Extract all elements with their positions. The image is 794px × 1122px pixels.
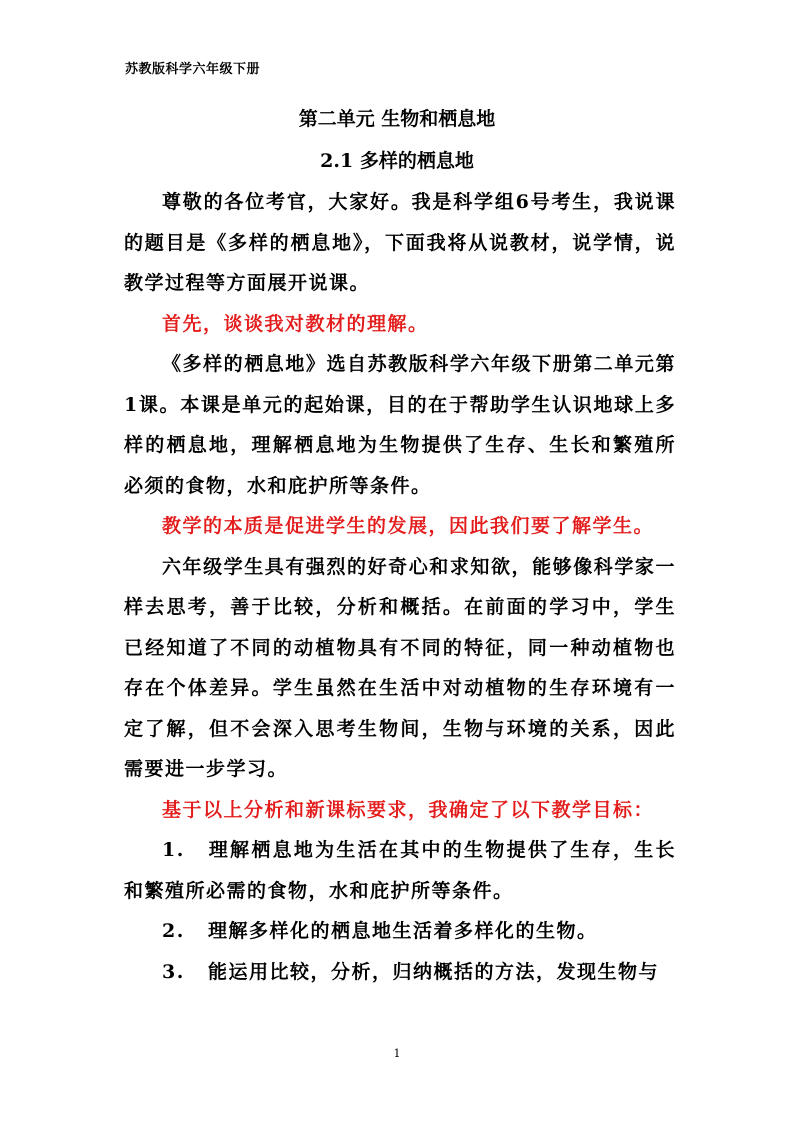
lesson-title: 2.1 多样的栖息地 [320, 150, 474, 172]
section-heading-students: 教学的本质是促进学生的发展，因此我们要了解学生。 [162, 515, 655, 537]
objective-number: 2. [162, 920, 185, 942]
unit-title: 第二单元 生物和栖息地 [298, 108, 496, 130]
objective-item [124, 911, 676, 952]
page-number: 1 [393, 1047, 401, 1060]
objective-number: 1. [162, 839, 185, 861]
section-heading-objectives: 基于以上分析和新课标要求，我确定了以下教学目标： [162, 798, 655, 821]
objective-text: 理解多样化的栖息地生活着多样化的生物。 [208, 920, 598, 942]
section-heading-textbook: 首先，谈谈我对教材的理解。 [162, 312, 429, 335]
textbook-paragraph: 《多样的栖息地》选自苏教版科学六年级下册第二单元第1课。本课是单元的起始课，目的在于帮助学生认识地球上多样的栖息地，理解栖息地为生物提供了生存、生长和繁殖所必须的食物，水和庇护所等条件。 [124, 353, 676, 497]
document-body [124, 182, 676, 992]
objective-item [124, 952, 676, 993]
intro-paragraph: 尊敬的各位考官，大家好。我是科学组6号考生，我说课的题目是《多样的栖息地》，下面我将从说教材，说学情，说教学过程等方面展开说课。 [124, 191, 676, 294]
objective-number: 3. [162, 960, 185, 983]
students-paragraph: 六年级学生具有强烈的好奇心和求知欲，能够像科学家一样去思考，善于比较，分析和概括。在前面的学习中，学生已经知道了不同的动植物具有不同的特征，同一种动植物也存在个体差异。学生虽然在生活中对动植物的生存环境有一定了解，但不会深入思考生物间，生物与环境的关系，因此需要进一步学习。 [124, 555, 676, 780]
objective-text: 能运用比较，分析，归纳概括的方法，发现生物与 [208, 960, 660, 983]
running-header: 苏教版科学六年级下册 [125, 62, 261, 77]
objective-text: 理解栖息地为生活在其中的生物提供了生存，生长和繁殖所必需的食物，水和庇护所等条件。 [124, 839, 676, 902]
objective-item [124, 830, 676, 911]
